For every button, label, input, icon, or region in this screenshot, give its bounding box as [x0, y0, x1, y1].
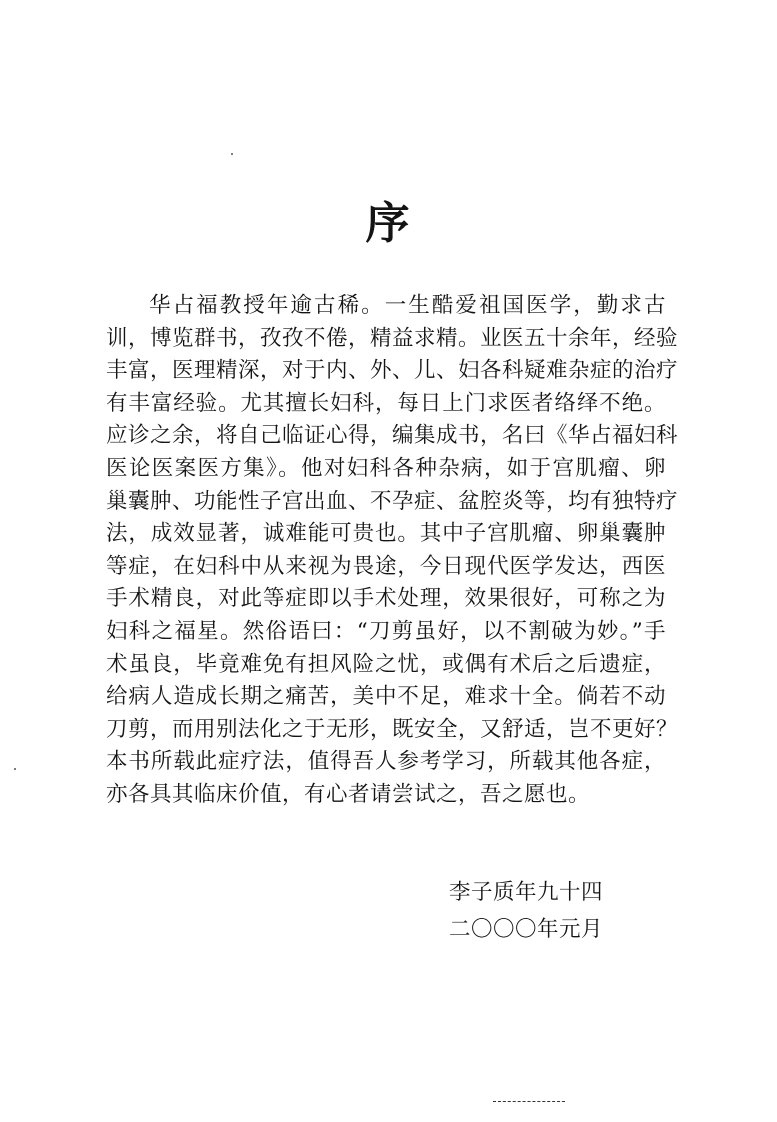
paragraph-line: 亦各具其临床价值，有心者请尝试之，吾之愿也。	[106, 781, 591, 807]
paragraph-line: 等症，在妇科中从来视为畏途，今日现代医学发达，西医	[106, 553, 666, 579]
signature-author: 李子质年九十四	[449, 880, 604, 905]
signature-block	[449, 874, 603, 948]
preface-body	[106, 290, 679, 812]
paragraph-line: 医论医案医方集》。他对妇科各种杂病，如于宫肌瘤、卵	[106, 455, 666, 481]
footer-rule	[493, 1101, 565, 1102]
paragraph-line: 训，博览群书，孜孜不倦，精益求精。业医五十余年，经验	[106, 325, 679, 351]
paragraph-line: 本书所载此症疗法，值得吾人参考学习，所载其他各症，	[106, 749, 666, 775]
paragraph-line: 丰富，医理精深，对于内、外、儿、妇各科疑难杂症的治疗	[106, 358, 679, 384]
scan-speck	[14, 768, 16, 770]
signature-date: 二〇〇〇年元月	[449, 917, 604, 942]
paragraph-line: 给病人造成长期之痛苦，美中不足，难求十全。倘若不动	[106, 684, 666, 710]
scan-speck	[231, 153, 233, 155]
paragraph-line: 应诊之余，将自己临证心得，编集成书，名曰《华占福妇科	[106, 423, 679, 449]
paragraph-line: 巢囊肿、功能性子宫出血、不孕症、盆腔炎等，均有独特疗	[106, 488, 679, 514]
paragraph-line: 法，成效显著，诚难能可贵也。其中子宫肌瘤、卵巢囊肿	[106, 521, 666, 547]
paragraph-line: 华占福教授年逾古稀。一生酷爱祖国医学，勤求古	[149, 293, 666, 318]
paragraph-line: 妇科之福星。然俗语曰：“刀剪虽好，以不割破为妙。”手	[106, 618, 666, 644]
paragraph-line: 刀剪，而用别法化之于无形，既安全，又舒适，岂不更好？	[106, 716, 679, 742]
paragraph-line: 术虽良，毕竟难免有担风险之忧，或偶有术后之后遗症，	[106, 651, 666, 677]
paragraph-line: 手术精良，对此等症即以手术处理，效果很好，可称之为	[106, 586, 666, 612]
paragraph-line: 有丰富经验。尤其擅长妇科，每日上门求医者络绎不绝。	[106, 390, 666, 416]
preface-title: 序	[365, 198, 412, 249]
